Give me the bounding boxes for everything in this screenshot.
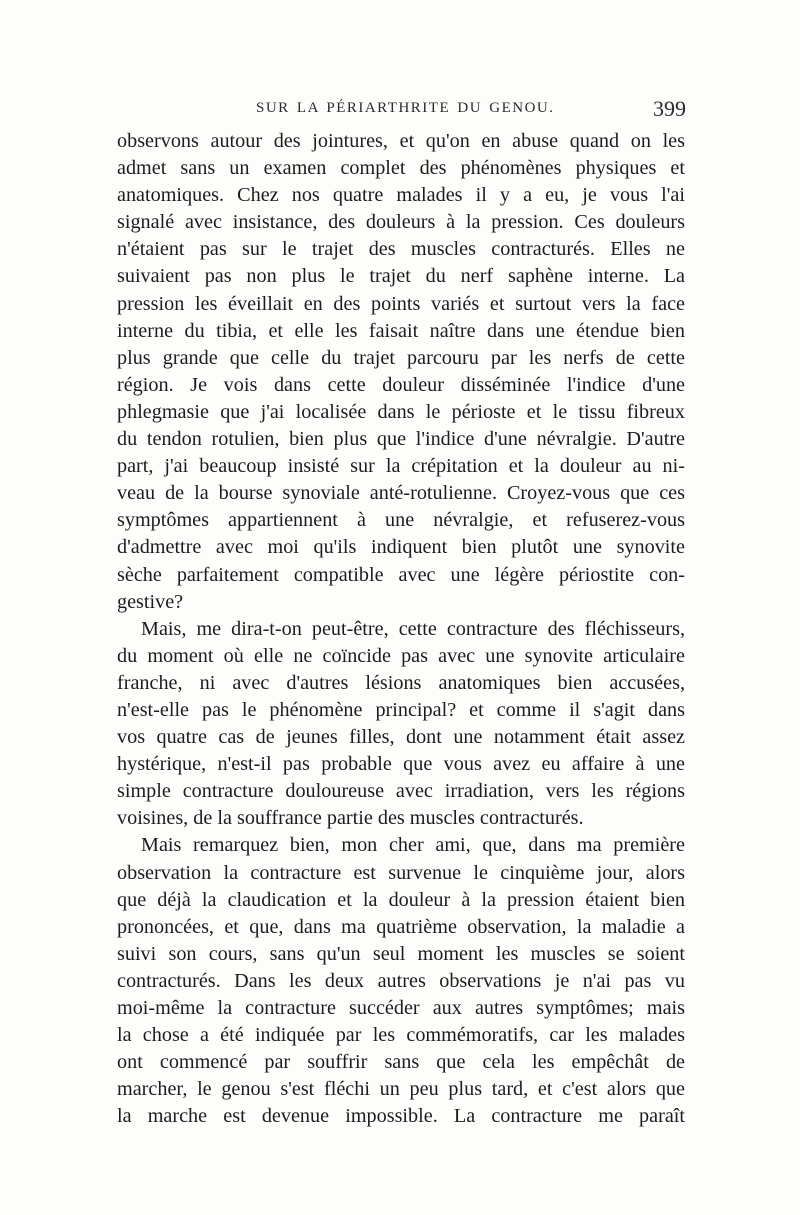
text-line: veau de la bourse synoviale anté-rotulienne. Croyez-vous que ces — [117, 482, 685, 505]
text-line: la marche est devenue impossible. La contracture me paraît — [117, 1105, 685, 1128]
text-line: signalé avec insistance, des douleurs à la pression. Ces douleurs — [117, 211, 685, 234]
text-line: franche, ni avec d'autres lésions anatomiques bien accusées, — [117, 671, 685, 694]
text-line: suivi son cours, sans qu'un seul moment les muscles se soient — [117, 942, 685, 965]
text-line: que déjà la claudication et la douleur à la pression étaient bien — [117, 888, 685, 911]
text-line: interne du tibia, et elle les faisait naître dans une étendue bien — [117, 319, 685, 342]
text-line: ont commencé par souffrir sans que cela les empêchât de — [117, 1051, 685, 1074]
page-number: 399 — [653, 96, 686, 121]
text-line: sèche parfaitement compatible avec une légère périostite con- — [117, 563, 685, 586]
text-line: part, j'ai beaucoup insisté sur la crépitation et la douleur au ni- — [117, 455, 685, 478]
text-line: simple contracture douloureuse avec irradiation, vers les régions — [117, 780, 685, 803]
text-line: n'étaient pas sur le trajet des muscles contracturés. Elles ne — [117, 238, 685, 261]
text-line: anatomiques. Chez nos quatre malades il y a eu, je vous l'ai — [117, 184, 685, 207]
text-line: du moment où elle ne coïncide pas avec une synovite articulaire — [117, 644, 685, 667]
text-line: région. Je vois dans cette douleur disséminée l'indice d'une — [117, 373, 685, 396]
text-line: prononcées, et que, dans ma quatrième observation, la maladie a — [117, 915, 685, 938]
text-line: suivaient pas non plus le trajet du nerf saphène interne. La — [117, 265, 685, 288]
text-line: phlegmasie que j'ai localisée dans le périoste et le tissu fibreux — [117, 400, 685, 423]
text-line: Mais, me dira-t-on peut-être, cette contracture des fléchisseurs, — [141, 617, 685, 640]
text-line: contracturés. Dans les deux autres observations je n'ai pas vu — [117, 969, 685, 992]
text-line: moi-même la contracture succéder aux autres symptômes; mais — [117, 997, 685, 1019]
text-line: d'admettre avec moi qu'ils indiquent bien plutôt une synovite — [117, 536, 685, 559]
text-line: pression les éveillait en des points variés et surtout vers la face — [117, 292, 685, 315]
text-line: hystérique, n'est-il pas probable que vous avez eu affaire à une — [117, 753, 685, 776]
body-text — [117, 128, 685, 1130]
text-line: la chose a été indiquée par les commémoratifs, car les malades — [117, 1024, 685, 1047]
text-line: symptômes appartiennent à une névralgie, et refuserez-vous — [117, 509, 685, 532]
text-line: n'est-elle pas le phénomène principal? et comme il s'agit dans — [117, 698, 685, 721]
text-line: marcher, le genou s'est fléchi un peu plus tard, et c'est alors que — [117, 1078, 685, 1101]
page-header — [116, 96, 686, 126]
text-line: admet sans un examen complet des phénomènes physiques et — [117, 157, 685, 180]
text-line: du tendon rotulien, bien plus que l'indice d'une névralgie. D'autre — [117, 428, 685, 451]
text-line: observons autour des jointures, et qu'on en abuse quand on les — [117, 130, 685, 152]
running-title: SUR LA PÉRIARTHRITE DU GENOU. — [256, 100, 555, 116]
text-line: gestive? — [117, 590, 184, 613]
text-line: Mais remarquez bien, mon cher ami, que, dans ma première — [141, 834, 685, 857]
text-line: plus grande que celle du trajet parcouru par les nerfs de cette — [117, 346, 685, 369]
text-line: observation la contracture est survenue le cinquième jour, alors — [117, 861, 685, 884]
text-line: voisines, de la souffrance partie des muscles contracturés. — [117, 807, 584, 830]
text-line: vos quatre cas de jeunes filles, dont une notamment était assez — [117, 726, 685, 749]
